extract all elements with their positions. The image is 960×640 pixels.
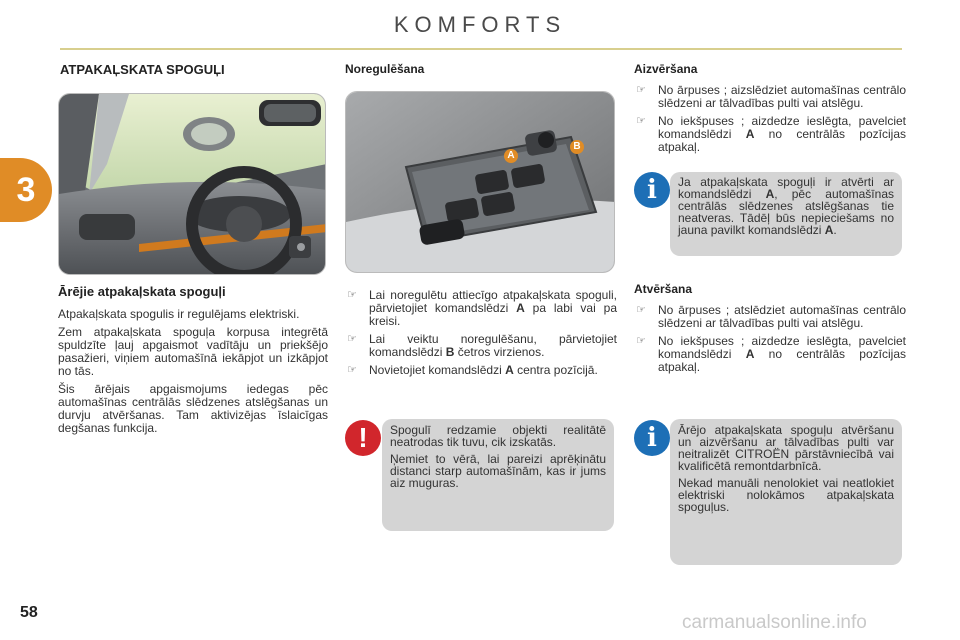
- chapter-number: 3: [16, 171, 36, 209]
- page-number: 58: [20, 604, 38, 621]
- warning-note: [382, 419, 614, 531]
- info-note: [670, 419, 902, 565]
- pointing-hand-icon: ☞: [636, 335, 646, 347]
- adjustment-steps: [345, 289, 617, 377]
- list-item-text: Lai noregulētu attiecīgo atpakaļskata spoguli, pārvietojiet komandslēdzi: [369, 288, 617, 315]
- warning-text: Spogulī redzamie objekti realitātē neatrodas tik tuvu, cik izskatās.: [390, 423, 606, 449]
- switch-key: A: [824, 223, 834, 237]
- chapter-tab: [0, 158, 52, 222]
- list-item-text: pa labi vai pa kreisi.: [369, 301, 617, 328]
- door-switch-photo: [345, 91, 615, 273]
- switch-key: B: [445, 345, 455, 359]
- door-switch-illustration: [346, 92, 615, 273]
- car-interior-photo: [58, 93, 326, 275]
- pointing-hand-icon: ☞: [636, 115, 646, 127]
- switch-a-label: A: [504, 149, 518, 163]
- left-text: [58, 308, 328, 435]
- pointing-hand-icon: ☞: [347, 289, 357, 301]
- list-item: [634, 115, 906, 154]
- list-item-text: No iekšpuses ; aizdedze ieslēgta, pavelciet komandslēdzi: [658, 114, 906, 141]
- list-item: [345, 289, 617, 328]
- list-item: [634, 335, 906, 374]
- info-icon: i: [634, 172, 670, 208]
- list-item-text: No iekšpuses ; aizdedze ieslēgta, pavelciet komandslēdzi: [658, 334, 906, 361]
- watermark: carmanualsonline.info: [682, 612, 867, 633]
- header-divider: [60, 48, 902, 50]
- list-item: [345, 333, 617, 359]
- info-icon: i: [634, 420, 670, 456]
- paragraph: Zem atpakaļskata spoguļa korpusa integrētā spuldzīte ļauj apgaismot vadītāju un priekšējo pasažieri, viņiem automašīnā iekāpjot un izkāpjot no tās.: [58, 325, 328, 378]
- info-text: Nekad manuāli nenolokiet vai neatlokiet elektriski nolokāmos atpakaļskata spoguļus.: [678, 476, 894, 514]
- pointing-hand-icon: ☞: [636, 304, 646, 316]
- adjustment-title: Noregulēšana: [345, 62, 425, 76]
- switch-key: A: [505, 363, 514, 377]
- opening-steps: [634, 304, 906, 374]
- list-item-text: no centrālās pozīcijas atpakaļ.: [658, 127, 906, 154]
- list-item-text: četros virzienos.: [454, 345, 545, 359]
- closing-steps: [634, 84, 906, 154]
- switch-key: A: [745, 127, 755, 141]
- pointing-hand-icon: ☞: [347, 364, 357, 376]
- page-header-title: KOMFORTS: [393, 12, 567, 37]
- list-item-text: Lai veiktu noregulēšanu, pārvietojiet komandslēdzi: [369, 332, 617, 359]
- warning-text: Ņemiet to vērā, lai pareizi aprēķinātu distanci starp automašīnām, kas ir jums aiz muguras.: [390, 452, 606, 490]
- list-item-text: Novietojiet komandslēdzi: [369, 363, 506, 377]
- list-item: [634, 84, 906, 110]
- list-item: [345, 364, 617, 377]
- pointing-hand-icon: ☞: [636, 84, 646, 96]
- info-note: [670, 172, 902, 256]
- outer-mirrors-subtitle: Ārējie atpakaļskata spoguļi: [58, 284, 226, 299]
- right-column: [634, 62, 906, 159]
- section-title: ATPAKAĻSKATA SPOGUĻI: [60, 62, 225, 77]
- list-item: [634, 304, 906, 330]
- left-column: [58, 62, 328, 440]
- info-text: [678, 176, 894, 236]
- paragraph: Atpakaļskata spogulis ir regulējams elektriski.: [58, 307, 300, 321]
- list-item-text: No ārpuses ; atslēdziet automašīnas centrālo slēdzeni ar tālvadības pulti vai atslēgu.: [658, 303, 906, 330]
- list-item-text: centra pozīcijā.: [513, 363, 598, 377]
- paragraph: Šis ārējais apgaismojums iedegas pēc automašīnas centrālās slēdzenes atslēgšanas un durvju atvēršanas. Tam aktivizējas īslaicīgas degšanas funkcija.: [58, 382, 328, 435]
- info-text-part: .: [833, 223, 837, 237]
- opening-section: [634, 282, 906, 379]
- info-text: Ārējo atpakaļskata spoguļu atvēršanu un aizvēršanu ar tālvadības pulti var neitralizēt CITROËN pārstāvniecībā vai kvalificētā remontdarbnīcā.: [678, 423, 894, 473]
- switch-key: A: [745, 347, 755, 361]
- pointing-hand-icon: ☞: [347, 333, 357, 345]
- middle-column: [345, 62, 617, 382]
- opening-title: Atvēršana: [634, 282, 693, 296]
- closing-title: Aizvēršana: [634, 62, 698, 76]
- switch-key: A: [765, 187, 775, 201]
- switch-b-label: B: [570, 140, 584, 154]
- warning-icon: !: [345, 420, 381, 456]
- switch-key: A: [516, 301, 525, 315]
- list-item-text: no centrālās pozīcijas atpakaļ.: [658, 347, 906, 374]
- car-interior-illustration: [59, 94, 326, 275]
- list-item-text: No ārpuses ; aizslēdziet automašīnas centrālo slēdzeni ar tālvadības pulti vai atslēgu.: [658, 83, 906, 110]
- info-text-part: Ja atpakaļskata spoguļi ir atvērti ar komandslēdzi: [678, 175, 894, 201]
- info-text-part: , pēc automašīnas centrālās slēdzenes atslēgšanas tie neatveras. Tādēļ būs nepieciešams no jauna pavilkt komandslēdzi: [678, 187, 894, 237]
